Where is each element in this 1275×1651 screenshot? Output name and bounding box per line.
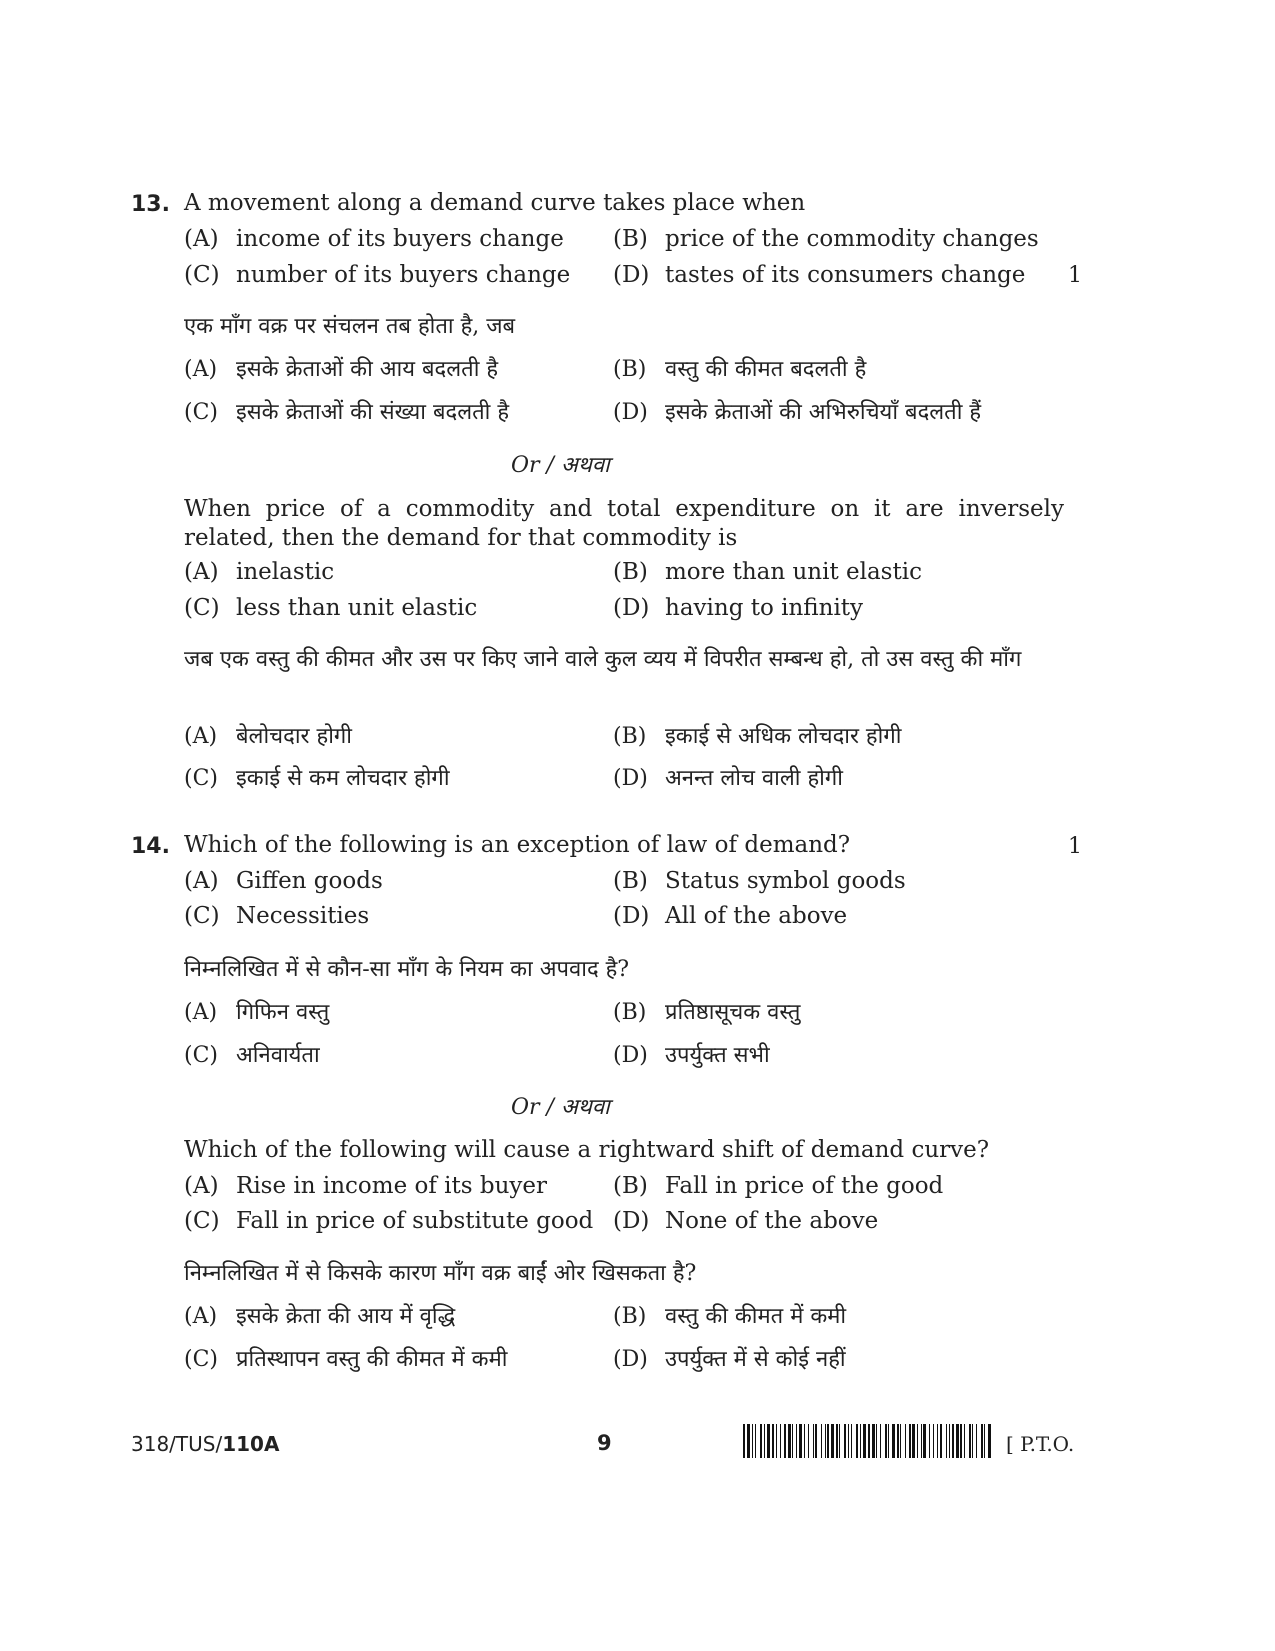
option <box>613 1208 878 1234</box>
question-number: 14. <box>131 834 170 859</box>
option-label: (D) <box>613 595 650 621</box>
alt-question-stem: When price of a commodity and total expenditure on it are inversely related, then the demand for that commodity is <box>184 496 1064 551</box>
option-label: (C) <box>184 903 220 929</box>
option-text: less than unit elastic <box>236 595 478 621</box>
option <box>613 353 866 383</box>
option <box>613 262 1025 288</box>
option-text: प्रतिष्ठासूचक वस्तु <box>665 1000 801 1025</box>
option-label: (A) <box>184 1304 218 1329</box>
option <box>184 226 564 252</box>
option-label: (C) <box>184 1347 218 1372</box>
option <box>613 595 863 621</box>
option <box>184 1039 320 1069</box>
option <box>613 396 981 426</box>
option-text: None of the above <box>665 1208 879 1234</box>
option-label: (C) <box>184 595 220 621</box>
option-label: (B) <box>613 868 648 894</box>
or-separator: Or / अथवा <box>511 453 610 478</box>
option-text: income of its buyers change <box>236 226 564 252</box>
option-label: (B) <box>613 1000 647 1025</box>
option-text: बेलोचदार होगी <box>236 724 352 749</box>
option-text: Giffen goods <box>236 868 383 894</box>
option-label: (A) <box>184 559 219 585</box>
option-label: (B) <box>613 724 647 749</box>
option-text: अनन्त लोच वाली होगी <box>665 766 843 791</box>
option-label: (B) <box>613 559 648 585</box>
option-text: Rise in income of its buyer <box>236 1173 548 1199</box>
option <box>184 720 352 750</box>
paper-code-prefix: 318/TUS/ <box>131 1432 223 1456</box>
option <box>613 903 847 929</box>
option-label: (D) <box>613 1043 648 1068</box>
option-label: (D) <box>613 903 650 929</box>
option <box>184 1300 455 1330</box>
option <box>184 868 383 894</box>
option-text: इसके क्रेताओं की संख्या बदलती है <box>236 400 510 425</box>
option-text: उपर्युक्त सभी <box>665 1043 770 1068</box>
option-text: उपर्युक्त में से कोई नहीं <box>665 1347 846 1372</box>
option-label: (A) <box>184 1000 218 1025</box>
option-label: (A) <box>184 724 218 749</box>
marks: 1 <box>1068 263 1082 288</box>
option-label: (A) <box>184 868 219 894</box>
option-text: inelastic <box>236 559 335 585</box>
option-text: इसके क्रेता की आय में वृद्धि <box>236 1304 456 1329</box>
question-stem-hindi: एक माँग वक्र पर संचलन तब होता है, जब <box>184 314 516 339</box>
option-label: (C) <box>184 262 220 288</box>
option <box>613 226 1039 252</box>
option-text: इसके क्रेताओं की अभिरुचियाँ बदलती हैं <box>665 400 982 425</box>
option <box>613 1173 943 1199</box>
option <box>613 868 906 894</box>
option-text: इकाई से अधिक लोचदार होगी <box>665 724 902 749</box>
option <box>184 762 450 792</box>
option-text: अनिवार्यता <box>236 1043 320 1068</box>
option-text: Fall in price of substitute good <box>236 1208 594 1234</box>
page-number: 9 <box>597 1431 612 1455</box>
or-separator: Or / अथवा <box>511 1095 610 1120</box>
question-number: 13. <box>131 192 170 217</box>
option-text: Status symbol goods <box>665 868 906 894</box>
option <box>184 262 570 288</box>
option <box>613 996 800 1026</box>
option-label: (A) <box>184 226 219 252</box>
option-label: (C) <box>184 766 218 791</box>
option <box>613 762 843 792</box>
option <box>613 1300 846 1330</box>
option <box>613 720 901 750</box>
option-text: having to infinity <box>665 595 864 621</box>
option <box>184 1208 593 1234</box>
alt-question-stem-hindi: जब एक वस्तु की कीमत और उस पर किए जाने वाले कुल व्यय में विपरीत सम्बन्ध हो, तो उस वस्तु की माँग <box>184 647 1022 672</box>
option-label: (C) <box>184 1043 218 1068</box>
option-text: number of its buyers change <box>236 262 571 288</box>
option-text: All of the above <box>665 903 848 929</box>
option-label: (A) <box>184 1173 219 1199</box>
alt-question-stem: Which of the following will cause a rightward shift of demand curve? <box>184 1137 990 1163</box>
option-label: (B) <box>613 1173 648 1199</box>
option <box>613 1343 846 1373</box>
option-label: (C) <box>184 400 218 425</box>
option-text: वस्तु की कीमत बदलती है <box>665 357 867 382</box>
option <box>184 1343 507 1373</box>
option-text: वस्तु की कीमत में कमी <box>665 1304 847 1329</box>
question-stem-hindi: निम्नलिखित में से कौन-सा माँग के नियम का अपवाद है? <box>184 957 630 982</box>
option-label: (D) <box>613 262 650 288</box>
paper-code-set: 110A <box>222 1432 280 1456</box>
option-label: (A) <box>184 357 218 382</box>
option-text: Fall in price of the good <box>665 1173 944 1199</box>
option <box>184 396 509 426</box>
option-label: (B) <box>613 226 648 252</box>
option-label: (D) <box>613 400 648 425</box>
option-text: price of the commodity changes <box>665 226 1039 252</box>
question-stem: A movement along a demand curve takes place when <box>184 190 806 216</box>
barcode-icon <box>743 1424 991 1458</box>
option-label: (C) <box>184 1208 220 1234</box>
option-label: (D) <box>613 1347 648 1372</box>
option <box>613 1039 770 1069</box>
option <box>184 353 498 383</box>
option-text: इकाई से कम लोचदार होगी <box>236 766 450 791</box>
option-text: more than unit elastic <box>665 559 922 585</box>
marks: 1 <box>1068 834 1082 859</box>
option <box>184 903 369 929</box>
option <box>184 996 329 1026</box>
question-stem: Which of the following is an exception of law of demand? <box>184 832 851 858</box>
alt-question-stem-hindi: निम्नलिखित में से किसके कारण माँग वक्र बाईं ओर खिसकता है? <box>184 1261 697 1286</box>
option <box>184 559 334 585</box>
option-label: (B) <box>613 357 647 382</box>
paper-code <box>131 1432 279 1456</box>
option-text: प्रतिस्थापन वस्तु की कीमत में कमी <box>236 1347 508 1372</box>
option <box>184 1173 547 1199</box>
option-text: Necessities <box>236 903 370 929</box>
option-text: गिफिन वस्तु <box>236 1000 330 1025</box>
option <box>613 559 922 585</box>
option-label: (D) <box>613 766 648 791</box>
option <box>184 595 477 621</box>
option-label: (D) <box>613 1208 650 1234</box>
option-text: इसके क्रेताओं की आय बदलती है <box>236 357 499 382</box>
option-label: (B) <box>613 1304 647 1329</box>
option-text: tastes of its consumers change <box>665 262 1026 288</box>
pto-label: [ P.T.O. <box>1006 1432 1075 1456</box>
